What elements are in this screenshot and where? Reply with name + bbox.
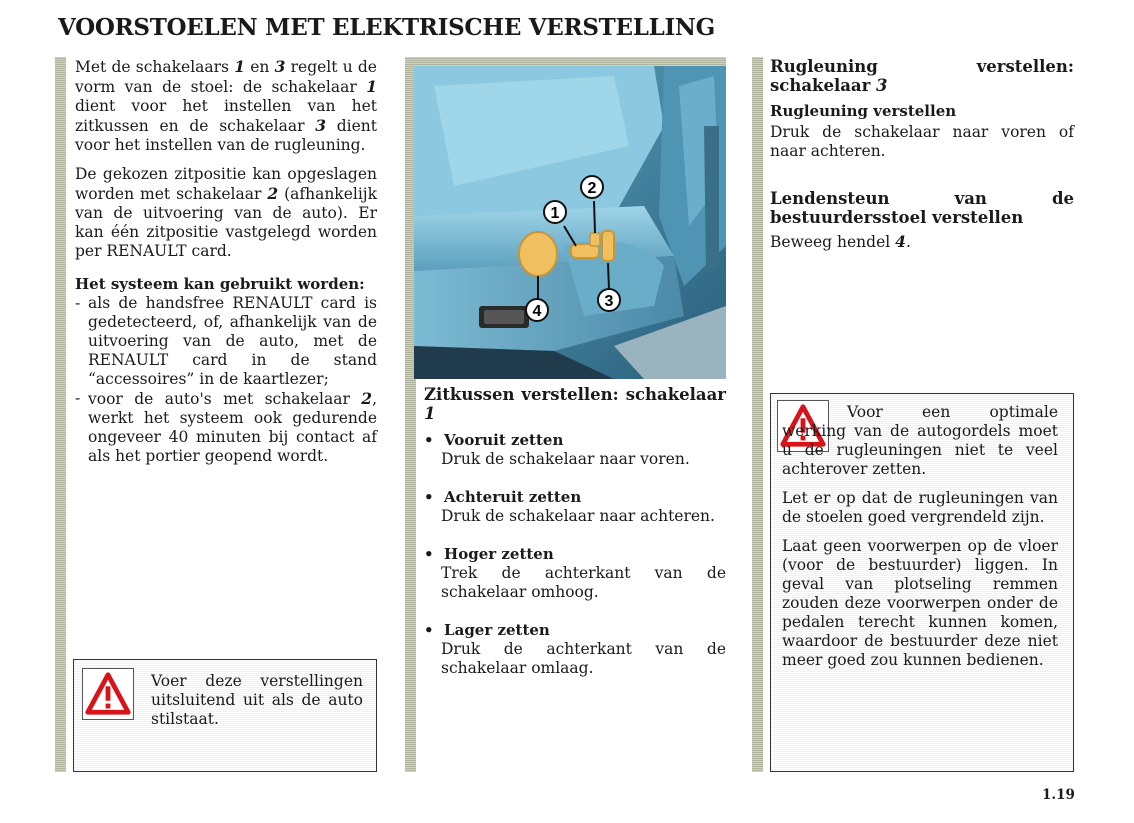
list-item <box>424 621 726 678</box>
callout-3 <box>598 289 620 311</box>
item-body: Druk de schakelaar naar voren. <box>441 450 690 468</box>
list-item <box>424 431 726 469</box>
intro-paragraph: Met de schakelaars 1 en 3 regelt u de vorm van de stoel: de schakelaar 1 dient voor het instellen van het zitkussen en de schakelaar 3 dient voor het instellen van de rugleuning. <box>75 57 377 154</box>
warning-box <box>73 659 377 772</box>
usage-list <box>75 294 377 466</box>
item-title: • Vooruit zetten <box>424 431 564 449</box>
sub-heading-backrest: Rugleuning verstellen <box>770 102 957 120</box>
item-title: • Achteruit zetten <box>424 488 582 506</box>
mid-text <box>424 385 726 697</box>
section-heading-lumbar: Lendensteun van de bestuurdersstoel verstellen <box>770 189 1074 227</box>
item-body: Druk de schakelaar naar achteren. <box>441 507 715 525</box>
callout-1 <box>544 201 566 223</box>
list-item: - als de handsfree RENAULT card is gedetecteerd, of, afhankelijk van de uitvoering van de auto, met de RENAULT card in de stand “accessoires” in de kaartlezer; <box>75 294 377 389</box>
left-text <box>75 57 377 466</box>
callout-2 <box>581 176 603 198</box>
item-title: • Hoger zetten <box>424 545 554 563</box>
warning-icon <box>82 668 134 720</box>
list-item: - voor de auto's met schakelaar 2, werkt het systeem ook gedurende ongeveer 40 minuten bij contact af als het portier geopend wordt. <box>75 389 377 466</box>
svg-text:4: 4 <box>532 303 542 320</box>
svg-text:3: 3 <box>604 293 614 310</box>
middle-column <box>405 57 726 772</box>
warning-paragraph: Laat geen voorwerpen op de vloer (voor de bestuurder) liggen. In geval van plotseling remmen zouden deze voorwerpen onder de pedalen terecht kunnen komen, waardoor de bestuurder deze niet meer goed zou kunnen bedienen. <box>782 537 1058 669</box>
right-text <box>770 57 1074 262</box>
page-title: VOORSTOELEN MET ELEKTRISCHE VERSTELLING <box>58 14 715 41</box>
left-column <box>55 57 377 772</box>
warning-box <box>770 393 1074 772</box>
item-body: Druk de achterkant van de schakelaar omlaag. <box>441 640 726 677</box>
item-body: Trek de achterkant van de schakelaar omhoog. <box>441 564 726 601</box>
list-item <box>424 488 726 526</box>
section-heading-backrest: Rugleuning verstellen: schakelaar 3 <box>770 57 1074 95</box>
warning-text <box>782 403 1058 670</box>
seat-photo <box>414 66 726 379</box>
svg-text:1: 1 <box>550 205 560 222</box>
warning-paragraph: Let er op dat de rugleuningen van de stoelen goed vergrendeld zijn. <box>782 489 1058 526</box>
warning-paragraph: Voor een optimale werking van de autogordels moet u de rugleuningen niet te veel achterover zetten. <box>782 403 1058 478</box>
memory-paragraph: De gekozen zitpositie kan opgeslagen worden met schakelaar 2 (afhankelijk van de uitvoering van de auto). Er kan één zitpositie vastgelegd worden per RENAULT card. <box>75 165 377 260</box>
right-column <box>752 57 1074 772</box>
list-item <box>424 545 726 602</box>
seat-illustration <box>414 66 726 379</box>
callout-4 <box>526 299 548 321</box>
column-strip <box>752 57 763 772</box>
usage-heading: Het systeem kan gebruikt worden: <box>75 275 365 293</box>
backrest-text: Druk de schakelaar naar voren of naar achteren. <box>770 123 1074 160</box>
lumbar-text: Beweeg hendel 4. <box>770 232 911 251</box>
page-number: 1.19 <box>1042 787 1075 803</box>
photo-top-strip <box>405 57 726 66</box>
section-heading-seat-cushion: Zitkussen verstellen: schakelaar 1 <box>424 385 726 423</box>
item-title: • Lager zetten <box>424 621 550 639</box>
svg-text:2: 2 <box>587 180 597 197</box>
warning-text: Voer deze verstellingen uitsluitend uit als de auto stilstaat. <box>151 672 363 728</box>
column-strip <box>55 57 66 772</box>
